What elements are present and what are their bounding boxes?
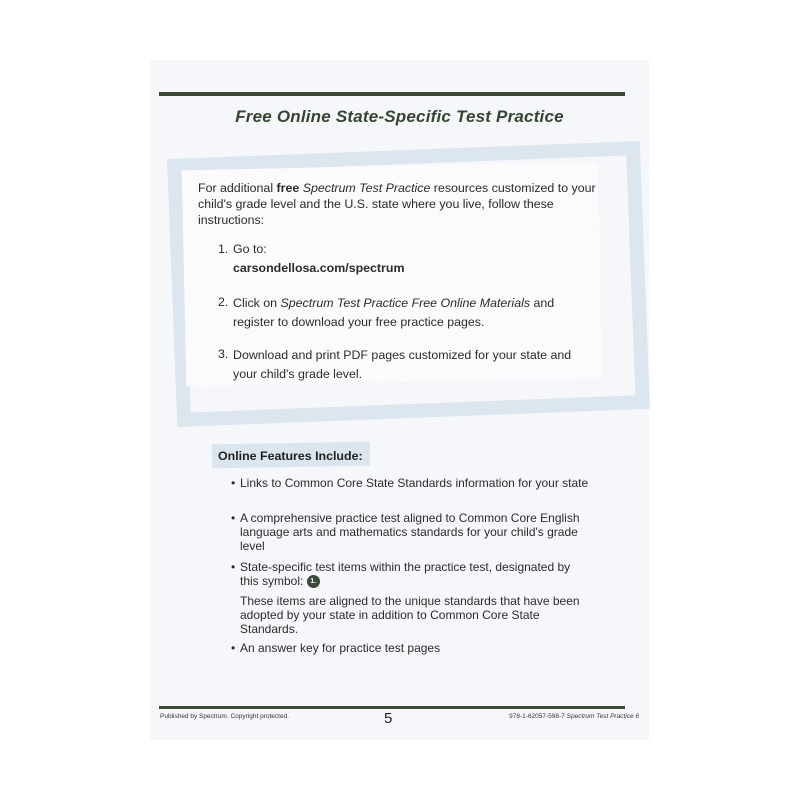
bullet-icon: • (231, 511, 236, 525)
step-text-suffix: and register to download your free practice pages. (233, 296, 555, 329)
feature-text: State-specific test items within the practice test, designated by this symbol: (240, 560, 571, 588)
bottom-rule (159, 706, 625, 709)
features-heading: Online Features Include: (218, 449, 363, 463)
isbn: 978-1-62057-598-7 (509, 713, 565, 720)
feature-text: An answer key for practice test pages (240, 641, 441, 655)
step-number: 1. (218, 242, 229, 256)
intro-bold: free (276, 181, 300, 195)
feature-text: A comprehensive practice test aligned to Common Core English language arts and mathematics standards for your child's grade level (240, 511, 580, 553)
bullet-icon: • (231, 476, 236, 490)
feature-note: These items are aligned to the unique standards that have been adopted by your state in addition to Common Core State Standards. (240, 594, 580, 636)
footer-copyright: Published by Spectrum. Copyright protected. (160, 713, 289, 720)
step-text: Go to: (233, 242, 267, 256)
intro-italic: Spectrum Test Practice (302, 181, 431, 195)
state-specific-symbol-icon: 1. (307, 575, 320, 588)
book-title: Spectrum Test Practice 6 (566, 713, 639, 720)
page-number: 5 (384, 710, 393, 727)
step-text: Click on (233, 296, 281, 310)
step-italic: Spectrum Test Practice Free Online Materials (280, 296, 531, 310)
bullet-icon: • (231, 560, 236, 574)
feature-text: Links to Common Core State Standards information for your state (240, 476, 589, 490)
step-number: 2. (218, 295, 229, 309)
top-rule (159, 92, 625, 96)
intro-suffix: resources customized to your child's grade level and the U.S. state where you live, follow these instructions: (198, 181, 596, 227)
page-title: Free Online State-Specific Test Practice (235, 107, 564, 126)
step-number: 3. (218, 347, 229, 361)
website-link[interactable]: carsondellosa.com/spectrum (233, 261, 405, 275)
intro-prefix: For additional (198, 181, 277, 195)
step-text: Download and print PDF pages customized for your state and your child's grade level. (233, 348, 572, 381)
bullet-icon: • (231, 641, 236, 655)
intro-paragraph (198, 180, 598, 228)
footer-book-info (509, 713, 639, 720)
